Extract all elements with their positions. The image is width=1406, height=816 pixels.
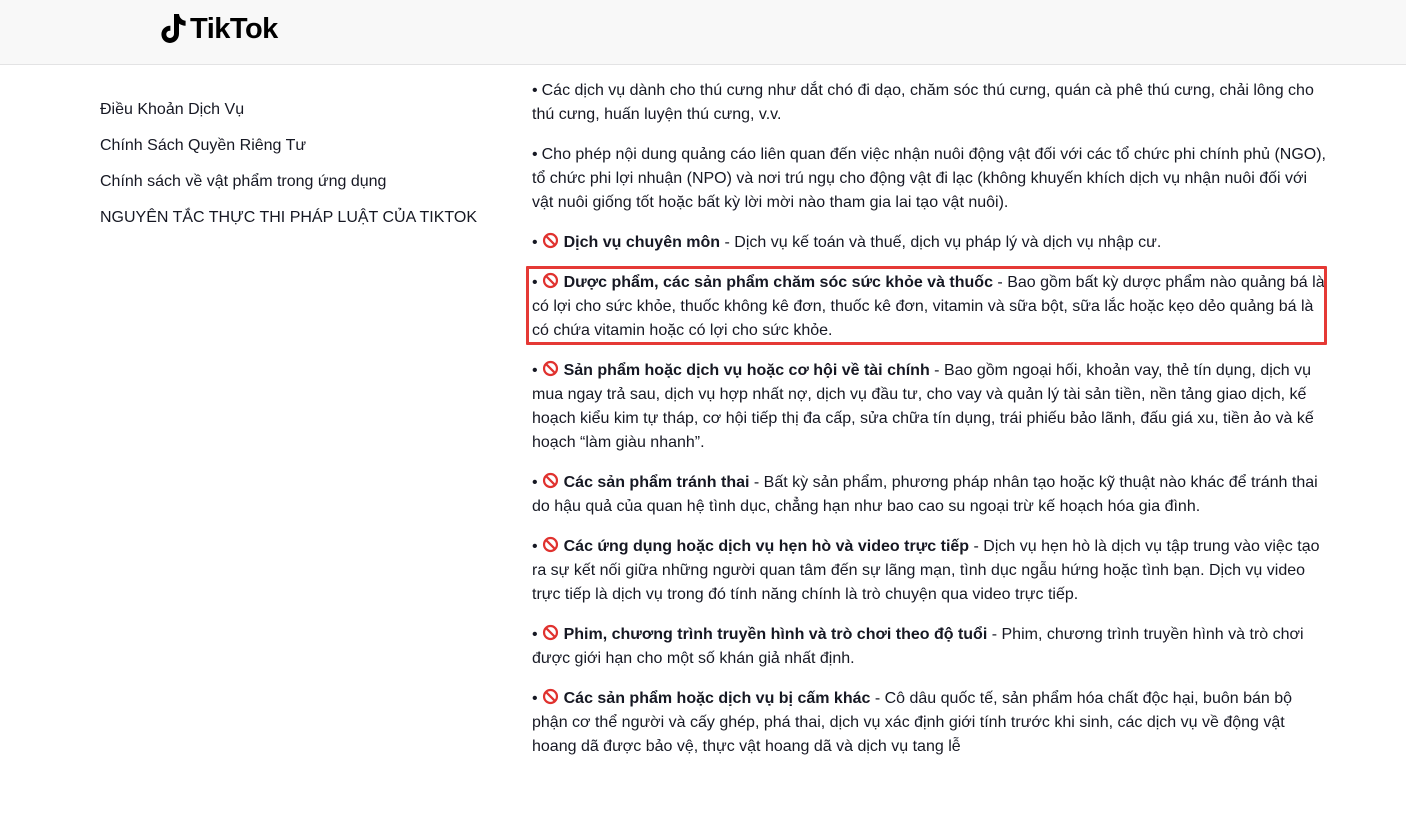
list-item	[532, 623, 1326, 671]
sidebar-nav	[100, 96, 500, 240]
item-text: Dịch vụ hẹn hò là dịch vụ tập trung vào việc tạo ra sự kết nối giữa những người quan tâm đến sự lãng mạn, tình dục ngẫu hứng hoặc tình bạn. Dịch vụ video trực tiếp là dịch vụ trong đó tính năng chính là trò chuyện qua video trực tiếp.	[532, 538, 1320, 603]
bullet: •	[532, 82, 538, 99]
list-item	[532, 143, 1326, 215]
sidebar-item-virtual-items-policy[interactable]: Chính sách về vật phẩm trong ứng dụng	[100, 173, 387, 190]
item-title: Dược phẩm, các sản phẩm chăm sóc sức khỏe và thuốc	[563, 274, 993, 291]
item-title: Sản phẩm hoặc dịch vụ hoặc cơ hội về tài chính	[563, 362, 930, 379]
list-item	[532, 231, 1326, 255]
list-item	[532, 471, 1326, 519]
list-item-highlighted	[532, 271, 1326, 343]
item-text: Các dịch vụ dành cho thú cưng như dắt chó đi dạo, chăm sóc thú cưng, quán cà phê thú cưng, chải lông cho thú cưng, huấn luyện thú cưng, v.v.	[532, 82, 1314, 123]
prohibited-icon	[542, 688, 559, 705]
bullet: •	[532, 690, 538, 707]
item-text: Cô dâu quốc tế, sản phẩm hóa chất độc hại, buôn bán bộ phận cơ thể người và cấy ghép, phá thai, dịch vụ xác định giới tính trước khi sinh, các dịch vụ về động vật hoang dã được bảo vệ, thực vật hoang dã và dịch vụ tang lễ	[532, 690, 1293, 755]
item-dash: -	[870, 690, 885, 707]
item-text: Phim, chương trình truyền hình và trò chơi được giới hạn cho một số khán giả nhất định.	[532, 626, 1304, 667]
list-item	[532, 687, 1326, 759]
bullet: •	[532, 362, 538, 379]
list-item	[532, 79, 1326, 127]
bullet: •	[532, 626, 538, 643]
bullet: •	[532, 474, 538, 491]
item-dash: -	[749, 474, 764, 491]
item-title: Phim, chương trình truyền hình và trò chơi theo độ tuổi	[563, 626, 988, 643]
prohibited-icon	[542, 624, 559, 641]
prohibited-icon	[542, 472, 559, 489]
list-item	[532, 535, 1326, 607]
bullet: •	[532, 538, 538, 555]
policy-content	[532, 79, 1326, 775]
prohibited-icon	[542, 360, 559, 377]
item-title: Các ứng dụng hoặc dịch vụ hẹn hò và video trực tiếp	[563, 538, 970, 555]
item-dash: -	[969, 538, 984, 555]
logo-wordmark: TikTok	[190, 13, 278, 45]
prohibited-icon	[542, 536, 559, 553]
item-text: Bao gồm ngoại hối, khoản vay, thẻ tín dụng, dịch vụ mua ngay trả sau, dịch vụ hợp nhất nợ, dịch vụ đầu tư, cho vay và quản lý tài sản tiền, nền tảng giao dịch, kế hoạch kiểu kim tự tháp, cơ hội tiếp thị đa cấp, sửa chữa tín dụng, trái phiếu bảo lãnh, đấu giá xu, tiền ảo và kế hoạch “làm giàu nhanh”.	[532, 362, 1314, 451]
list-item	[532, 359, 1326, 455]
item-dash: -	[992, 274, 1008, 291]
prohibited-icon	[542, 232, 559, 249]
sidebar-item-law-enforcement-guidelines[interactable]: NGUYÊN TẮC THỰC THI PHÁP LUẬT CỦA TIKTOK	[100, 209, 478, 226]
item-dash: -	[987, 626, 1002, 643]
item-text: Cho phép nội dung quảng cáo liên quan đến việc nhận nuôi động vật đối với các tổ chức phi chính phủ (NGO), tổ chức phi lợi nhuận (NPO) và nơi trú ngụ cho động vật đi lạc (không khuyến khích dịch vụ nhận nuôi đối với vật nuôi giống tốt hoặc bất kỳ lời mời nào tham gia lai tạo vật nuôi).	[532, 146, 1326, 211]
bullet: •	[532, 234, 538, 251]
bullet: •	[532, 274, 538, 291]
item-dash: -	[720, 234, 735, 251]
item-title: Các sản phẩm tránh thai	[563, 474, 750, 491]
item-text: Bao gồm bất kỳ dược phẩm nào quảng bá là có lợi cho sức khỏe, thuốc không kê đơn, thuốc kê đơn, vitamin và sữa bột, sữa lắc hoặc kẹo dẻo quảng bá là có chứa vitamin hoặc có lợi cho sức khỏe.	[532, 274, 1325, 339]
item-title: Các sản phẩm hoặc dịch vụ bị cấm khác	[563, 690, 871, 707]
item-text: Bất kỳ sản phẩm, phương pháp nhân tạo hoặc kỹ thuật nào khác để tránh thai do hậu quả của quan hệ tình dục, chẳng hạn như bao cao su ngoại trừ kế hoạch hóa gia đình.	[532, 474, 1318, 515]
item-dash: -	[929, 362, 944, 379]
top-header	[0, 0, 1406, 65]
sidebar-item-terms-of-service[interactable]: Điều Khoản Dịch Vụ	[100, 101, 245, 118]
prohibited-icon	[542, 272, 559, 289]
item-text: Dịch vụ kế toán và thuế, dịch vụ pháp lý và dịch vụ nhập cư.	[734, 234, 1162, 251]
sidebar-item-privacy-policy[interactable]: Chính Sách Quyền Riêng Tư	[100, 137, 307, 154]
item-title: Dịch vụ chuyên môn	[563, 234, 721, 251]
tiktok-logo[interactable]	[161, 12, 278, 46]
tiktok-note-icon	[161, 13, 187, 45]
bullet: •	[532, 146, 538, 163]
